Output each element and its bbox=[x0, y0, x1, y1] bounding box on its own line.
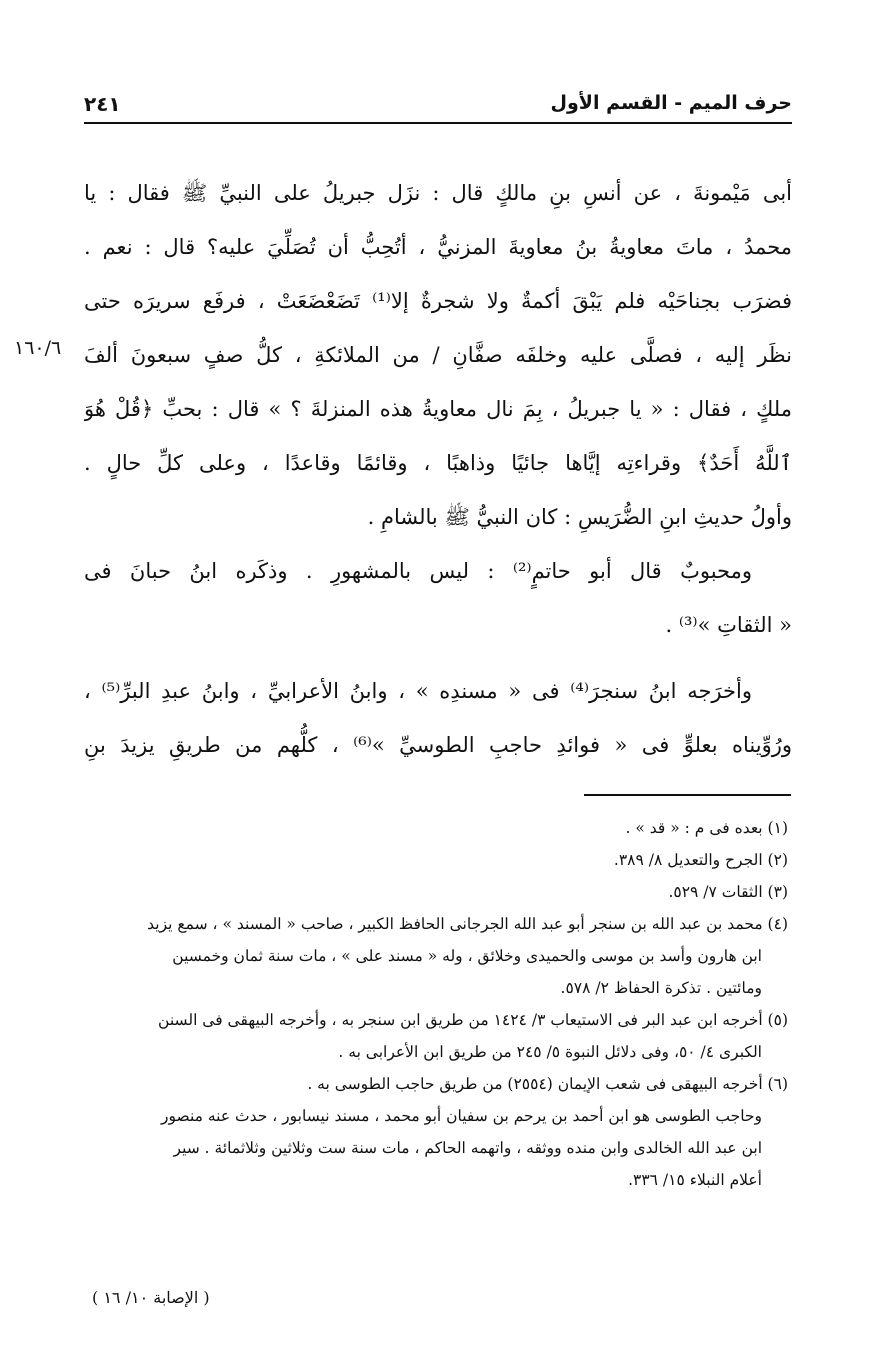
footnote-6-line-1: (٦) أخرجه البيهقى فى شعب الإيمان (٢٥٥٤) من طريق حاجب الطوسى به . bbox=[307, 1075, 788, 1093]
main-text bbox=[84, 166, 792, 772]
footnote-4-line-2: ابن هارون وأسد بن موسى والحميدى وخلائق ، وله « مسند على » ، مات سنة ثمان وخمسين bbox=[172, 947, 762, 965]
footnote-2: (٢) الجرح والتعديل ٨/ ٣٨٩. bbox=[613, 851, 788, 869]
margin-volume-page-note: ١٦٠/٦ bbox=[14, 337, 62, 359]
body-line-6: ٱللَّهُ أَحَدٌ﴾ وقراءتِه إيَّاها جائيًا وذاهبًا ، وقائمًا وقاعدًا ، وعلى كلِّ حالٍ . bbox=[84, 451, 792, 475]
paragraph-2-line-2: « الثقاتِ »⁽³⁾ . bbox=[665, 613, 792, 637]
footnote-5-line-1: (٥) أخرجه ابن عبد البر فى الاستيعاب ٣/ ١٤٢٤ من طريق ابن سنجر به ، وأخرجه البيهقى فى السنن bbox=[158, 1011, 788, 1029]
body-line-4: نظَر إليه ، فصلَّى عليه وخلفَه صفَّانِ / من الملائكةِ ، كلُّ صفٍ سبعونَ ألفَ bbox=[84, 343, 792, 367]
footnote-3: (٣) الثقات ٧/ ٥٢٩. bbox=[668, 883, 788, 901]
footnote-4-line-3: ومائتين . تذكرة الحفاظ ٢/ ٥٧٨. bbox=[560, 979, 762, 997]
footnote-4-line-1: (٤) محمد بن عبد الله بن سنجر أبو عبد الله الجرجانى الحافظ الكبير ، صاحب « المسند » ، سمع يزيد bbox=[147, 915, 788, 933]
footnotes bbox=[84, 812, 788, 1196]
body-line-2: محمدُ ، ماتَ معاويةُ بنُ معاويةَ المزنيُّ ، أتُحِبُّ أن تُصَلِّيَ عليه؟ قال : نعم . bbox=[84, 235, 792, 259]
footnote-6-line-4: أعلام النبلاء ١٥/ ٣٣٦. bbox=[628, 1171, 762, 1189]
footnote-6-line-2: وحاجب الطوسى هو ابن أحمد بن يرحم بن سفيان أبو محمد ، مسند نيسابور ، حدث عنه منصور bbox=[161, 1107, 762, 1125]
footnote-5-line-2: الكبرى ٤/ ٥٠، وفى دلائل النبوة ٥/ ٢٤٥ من طريق ابن الأعرابى به . bbox=[338, 1043, 762, 1061]
paragraph-3-line-1: وأخرَجه ابنُ سنجرَ⁽⁴⁾ فى « مسندِه » ، وابنُ الأعرابيِّ ، وابنُ عبدِ البرِّ⁽⁵⁾ ، bbox=[84, 679, 752, 703]
body-line-1: أبى مَيْمونةَ ، عن أنسِ بنِ مالكٍ قال : نزَل جبريلُ على النبيِّ ﷺ فقال : يا bbox=[84, 181, 792, 205]
header-title: حرف الميم - القسم الأول bbox=[550, 92, 792, 114]
source-reference: ( الإصابة ١٠/ ١٦ ) bbox=[92, 1288, 210, 1307]
body-line-3: فضرَب بجناحَيْه فلم يَبْقَ أكمةٌ ولا شجرةٌ إلا⁽¹⁾ تَضَعْضَعَتْ ، فرفَع سريرَه حتى bbox=[84, 289, 792, 313]
body-line-7: وأولُ حديثِ ابنِ الضُّرَيسِ : كان النبيُّ ﷺ بالشامِ . bbox=[367, 505, 792, 529]
page-number: ٢٤١ bbox=[84, 92, 121, 116]
running-header bbox=[84, 88, 792, 124]
footnote-6-line-3: ابن عبد الله الخالدى وابن منده ووثقه ، واتهمه الحاكم ، مات سنة ست وثلاثين وثلاثمائة . سير bbox=[173, 1139, 762, 1157]
paragraph-2-line-1: ومحبوبٌ قال أبو حاتمٍ⁽²⁾ : ليس بالمشهورِ . وذكَره ابنُ حبانَ فى bbox=[84, 559, 752, 583]
footnote-1: (١) بعده فى م : « قد » . bbox=[625, 819, 788, 837]
paragraph-3-line-2: ورُوِّيناه بعلوٍّ فى « فوائدِ حاجبِ الطوسيِّ »⁽⁶⁾ ، كلُّهم من طريقِ يزيدَ بنِ bbox=[84, 733, 792, 757]
footnote-separator bbox=[584, 794, 791, 796]
body-line-5: ملكٍ ، فقال : « يا جبريلُ ، بِمَ نال معاويةُ هذه المنزلةَ ؟ » قال : بحبِّ ﴿قُلْ هُوَ bbox=[84, 397, 792, 421]
